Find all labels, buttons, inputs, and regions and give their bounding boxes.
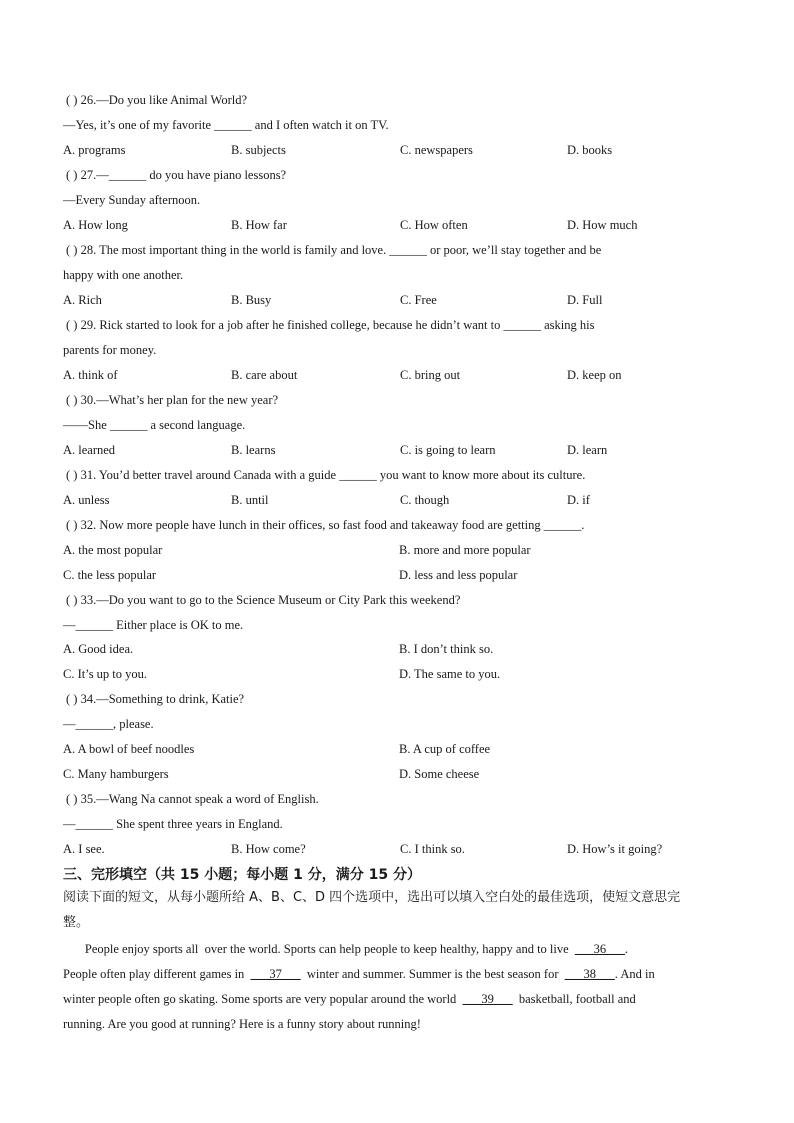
question-30-stem: ( ) 30.—What’s her plan for the new year?	[66, 393, 279, 407]
question-35-stem: ( ) 35.—Wang Na cannot speak a word of English.	[66, 792, 319, 806]
passage-text: winter and summer. Summer is the best season for	[300, 967, 565, 981]
question-30-options	[63, 442, 743, 458]
blank-39: ___39___	[462, 992, 513, 1006]
option-c: C. It’s up to you.	[63, 667, 148, 681]
question-33-options-row-1	[63, 641, 743, 657]
option-b: B. more and more popular	[399, 543, 531, 557]
option-d: D. less and less popular	[399, 568, 518, 582]
option-d: D. learn	[567, 443, 608, 457]
option-d: D. The same to you.	[399, 667, 501, 681]
option-a: A. learned	[63, 443, 116, 457]
option-c: C. the less popular	[63, 568, 157, 582]
question-27-response: —Every Sunday afternoon.	[63, 193, 201, 207]
passage-line-4: running. Are you good at running? Here is a funny story about running!	[63, 1017, 421, 1031]
option-c: C. is going to learn	[400, 443, 496, 457]
passage-line-3	[63, 991, 636, 1007]
option-a: A. A bowl of beef noodles	[63, 742, 195, 756]
option-a: A. unless	[63, 493, 110, 507]
option-c: C. Free	[400, 293, 437, 307]
option-b: B. A cup of coffee	[399, 742, 491, 756]
option-d: D. How much	[567, 218, 638, 232]
question-27-stem: ( ) 27.—______ do you have piano lessons?	[66, 168, 287, 182]
option-c: C. though	[400, 493, 450, 507]
blank-38: ___38___	[564, 967, 615, 981]
question-32-options-row-2	[63, 567, 743, 583]
option-b: B. Busy	[231, 293, 272, 307]
option-b: B. I don’t think so.	[399, 642, 494, 656]
question-33-response: —______ Either place is OK to me.	[63, 618, 244, 632]
option-a: A. the most popular	[63, 543, 163, 557]
question-28-continuation: happy with one another.	[63, 268, 184, 282]
option-d: D. if	[567, 493, 590, 507]
option-a: A. think of	[63, 368, 118, 382]
question-29-stem: ( ) 29. Rick started to look for a job after he finished college, because he didn’t want to ______ asking his	[66, 318, 595, 332]
option-d: D. How’s it going?	[567, 842, 663, 856]
section-3-instruction-line-2: 整。	[63, 915, 90, 930]
passage-line-2	[63, 966, 655, 982]
option-a: A. I see.	[63, 842, 105, 856]
blank-36: ___36___	[574, 942, 625, 956]
blank-37: ___37___	[250, 967, 301, 981]
question-27-options	[63, 217, 743, 233]
passage-text: basketball, football and	[512, 992, 636, 1006]
option-a: A. How long	[63, 218, 128, 232]
question-33-stem: ( ) 33.—Do you want to go to the Science Museum or City Park this weekend?	[66, 593, 461, 607]
option-b: B. How come?	[231, 842, 306, 856]
option-a: A. Good idea.	[63, 642, 134, 656]
option-b: B. care about	[231, 368, 298, 382]
question-26-options	[63, 142, 743, 158]
option-c: C. How often	[400, 218, 468, 232]
question-34-options-row-1	[63, 741, 743, 757]
question-30-response: ——She ______ a second language.	[63, 418, 246, 432]
question-34-response: —______, please.	[63, 717, 154, 731]
option-d: D. books	[567, 143, 613, 157]
option-d: D. Some cheese	[399, 767, 480, 781]
question-28-options	[63, 292, 743, 308]
option-b: B. How far	[231, 218, 287, 232]
option-b: B. until	[231, 493, 269, 507]
question-35-response: —______ She spent three years in England.	[63, 817, 283, 831]
passage-text: People often play different games in	[63, 967, 251, 981]
question-32-options-row-1	[63, 542, 743, 558]
option-d: D. Full	[567, 293, 603, 307]
question-32-stem: ( ) 32. Now more people have lunch in their offices, so fast food and takeaway food are getting ______.	[66, 518, 585, 532]
question-29-options	[63, 367, 743, 383]
option-c: C. bring out	[400, 368, 461, 382]
option-a: A. programs	[63, 143, 126, 157]
question-29-continuation: parents for money.	[63, 343, 157, 357]
question-31-stem: ( ) 31. You’d better travel around Canada with a guide ______ you want to know more about its culture.	[66, 468, 586, 482]
option-c: C. Many hamburgers	[63, 767, 169, 781]
question-26-response: —Yes, it’s one of my favorite ______ and I often watch it on TV.	[63, 118, 389, 132]
passage-text: .	[624, 942, 629, 956]
passage-text: winter people often go skating. Some sports are very popular around the world	[63, 992, 463, 1006]
option-d: D. keep on	[567, 368, 622, 382]
option-b: B. subjects	[231, 143, 286, 157]
question-31-options	[63, 492, 743, 508]
question-35-options	[63, 841, 743, 857]
passage-line-1	[63, 941, 628, 957]
question-33-options-row-2	[63, 666, 743, 682]
question-28-stem: ( ) 28. The most important thing in the world is family and love. ______ or poor, we’ll stay together and be	[66, 243, 602, 257]
question-34-options-row-2	[63, 766, 743, 782]
section-3-instruction-line-1: 阅读下面的短文，从每小题所给 A、B、C、D 四个选项中，选出可以填入空白处的最佳选项，使短文意思完	[63, 890, 681, 905]
passage-text: People enjoy sports all over the world. Sports can help people to keep healthy, happy and to live	[63, 942, 575, 956]
question-34-stem: ( ) 34.—Something to drink, Katie?	[66, 692, 245, 706]
option-c: C. I think so.	[400, 842, 465, 856]
option-b: B. learns	[231, 443, 276, 457]
question-26-stem: ( ) 26.—Do you like Animal World?	[66, 93, 248, 107]
section-3-title: 三、完形填空（共 15 小题；每小题 1 分，满分 15 分）	[63, 867, 421, 883]
option-a: A. Rich	[63, 293, 102, 307]
option-c: C. newspapers	[400, 143, 473, 157]
passage-text: . And in	[614, 967, 655, 981]
